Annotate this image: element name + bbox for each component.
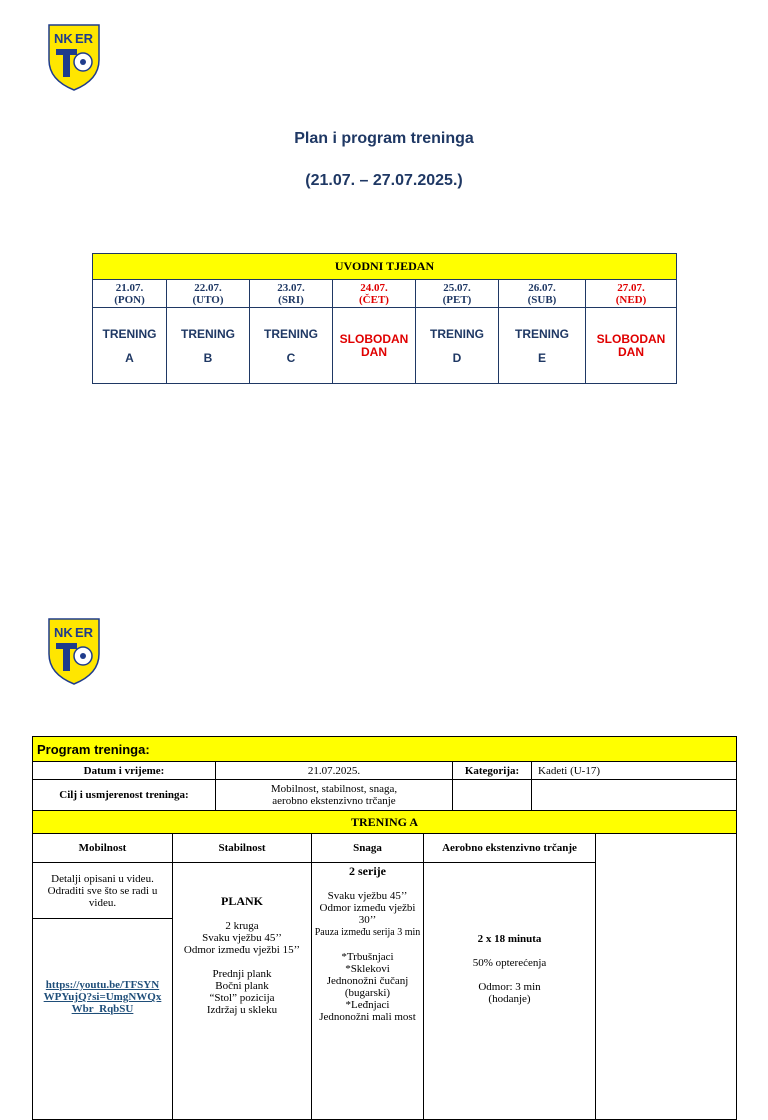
empty-cell [532, 780, 737, 811]
day-header-sat: 26.07. (SUB) [499, 280, 586, 308]
session-wed: TRENING C [250, 308, 333, 384]
week-heading: UVODNI TJEDAN [93, 254, 677, 280]
cilj-label: Cilj i usmjerenost treninga: [33, 780, 216, 811]
session-tue: TRENING B [167, 308, 250, 384]
session-sun: SLOBODAN DAN [586, 308, 677, 384]
day-header-thu: 24.07. (ČET) [333, 280, 416, 308]
aerobno-cell: 2 x 18 minuta 50% opterećenja Odmor: 3 min (hodanje) [424, 863, 596, 1120]
datum-label: Datum i vrijeme: [33, 762, 216, 780]
datum-value: 21.07.2025. [216, 762, 453, 780]
club-logo [46, 22, 102, 92]
day-header-fri: 25.07. (PET) [416, 280, 499, 308]
mobilnost-video-link[interactable]: https://youtu.be/TFSYN WPYujQ?si=UmgNWQx Wbr_RqbSU [33, 919, 173, 1120]
club-logo-2 [46, 616, 102, 686]
stabilnost-cell: PLANK 2 kruga Svaku vježbu 45’’ Odmor između vježbi 15’’ Prednji plank Bočni plank “Stol” pozicija Izdržaj u skleku [173, 863, 312, 1120]
snaga-cell: 2 serije Svaku vježbu 45’’ Odmor između vježbi 30’’ Pauza između serija 3 min *Trbušnjaci *Sklekovi Jednonožni čučanj (bugarski) *Leđnjaci Jednonožni mali most [312, 863, 424, 1120]
day-header-sun: 27.07. (NED) [586, 280, 677, 308]
col-aerobno: Aerobno ekstenzivno trčanje [424, 834, 596, 863]
club-crest-icon [46, 22, 102, 92]
kategorija-label: Kategorija: [453, 762, 532, 780]
session-fri: TRENING D [416, 308, 499, 384]
empty-cell [596, 834, 737, 1120]
page-dates: (21.07. – 27.07.2025.) [305, 172, 463, 189]
mobilnost-description: Detalji opisani u videu. Odraditi sve što se radi u videu. [33, 863, 173, 919]
program-table [32, 736, 737, 1120]
page-title: Plan i program treninga [294, 130, 474, 147]
trening-title: TRENING A [33, 811, 737, 834]
day-header-mon: 21.07. (PON) [93, 280, 167, 308]
day-header-tue: 22.07. (UTO) [167, 280, 250, 308]
day-header-wed: 23.07. (SRI) [250, 280, 333, 308]
col-snaga: Snaga [312, 834, 424, 863]
col-stabilnost: Stabilnost [173, 834, 312, 863]
program-heading: Program treninga: [33, 737, 737, 762]
week-table [92, 253, 677, 384]
svg-text:NK: NK [54, 31, 73, 46]
svg-text:NK: NK [54, 625, 73, 640]
col-mobilnost: Mobilnost [33, 834, 173, 863]
session-mon: TRENING A [93, 308, 167, 384]
kategorija-value: Kadeti (U-17) [532, 762, 737, 780]
session-sat: TRENING E [499, 308, 586, 384]
svg-text:ER: ER [75, 625, 94, 640]
cilj-value: Mobilnost, stabilnost, snaga, aerobno ekstenzivno trčanje [216, 780, 453, 811]
svg-text:ER: ER [75, 31, 94, 46]
club-crest-icon [46, 616, 102, 686]
session-thu: SLOBODAN DAN [333, 308, 416, 384]
empty-cell [453, 780, 532, 811]
